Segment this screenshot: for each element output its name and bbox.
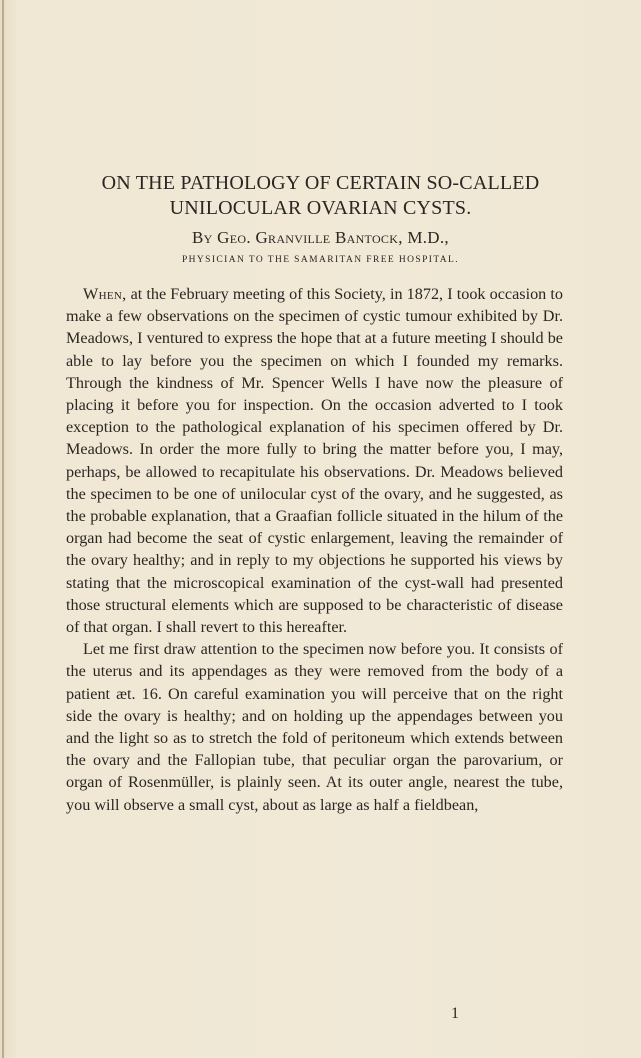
author-byline	[0, 228, 641, 248]
author-name: By Geo. Granville Bantock,	[192, 228, 403, 247]
author-degree: M.D.,	[407, 228, 449, 247]
paragraph	[66, 638, 563, 816]
paragraph-text: at the February meeting of this Society, in 1872, I took occasion to make a few observations on the specimen of cystic tumour exhibited by Dr. Meadows, I ventured to express the hope that at a future meeting I should be able to lay before you the specimen on which I founded my remarks. Through the kindness of Mr. Spencer Wells I have now the pleasure of placing it before you for inspection. On the occasion adverted to I took exception to the pathological explanation of his specimen offered by Dr. Meadows. In order the more fully to bring the matter before you, I may, perhaps, be allowed to recapitulate his observations. Dr. Meadows believed the specimen to be one of unilocular cyst of the ovary, and he suggested, as the probable explanation, that a Graafian follicle situated in the hilum of the organ had become the seat of cystic enlargement, leaving the remainder of the ovary healthy; and in reply to my objections he supported his views by stating that the microscopical examination of the cyst-wall had presented those structural elements which are supposed to be characteristic of disease of that organ. I shall revert to this hereafter.	[66, 285, 563, 637]
article-title-line-2: UNILOCULAR OVARIAN CYSTS.	[169, 197, 472, 219]
paragraph-text: Let me first draw attention to the specimen now before you. It consists of the uterus and its appendages as they were removed from the body of a patient æt. 16. On careful examination you will perceive that on the right side the ovary is healthy; and on holding up the appendages between you and the light so as to stretch the fold of peritoneum which extends between the ovary and the Fallopian tube, that peculiar organ the parovarium, or organ of Rosenmüller, is plainly seen. At its outer angle, nearest the tube, you will observe a small cyst, about as large as half a fieldbean,	[66, 640, 563, 814]
paragraph-lead: When,	[83, 285, 127, 303]
author-affiliation: PHYSICIAN TO THE SAMARITAN FREE HOSPITAL.	[181, 255, 460, 265]
paragraph	[66, 283, 563, 638]
article-title-line-1: ON THE PATHOLOGY OF CERTAIN SO-CALLED	[101, 172, 540, 194]
page-number: 1	[451, 1005, 459, 1022]
binding-edge	[2, 0, 4, 1058]
article-body	[66, 283, 563, 816]
